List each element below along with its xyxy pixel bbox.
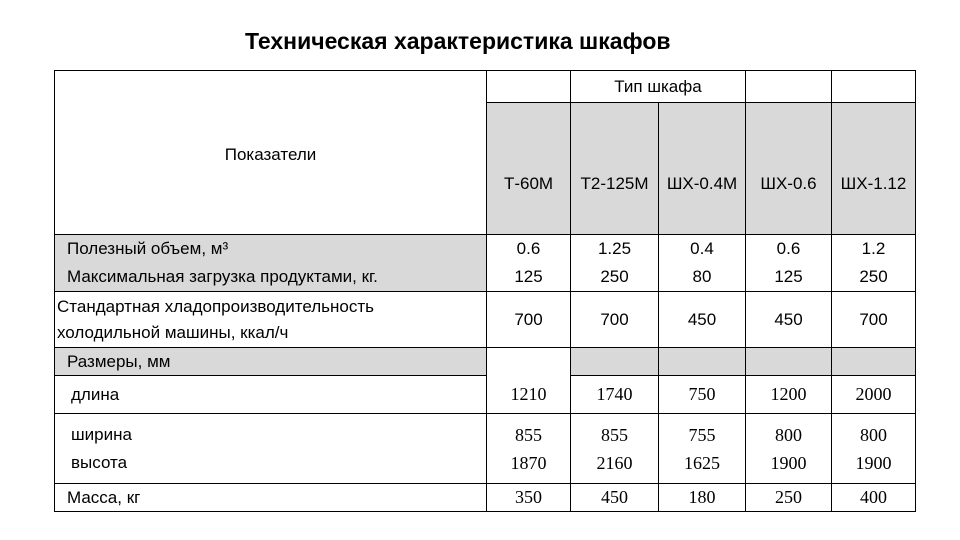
mass-value: 180	[659, 484, 746, 512]
model-shx-04m: ШХ-0.4М	[659, 103, 746, 235]
load-value: 125	[774, 267, 803, 286]
width-value: 855	[515, 424, 542, 445]
load-label: Максимальная загрузка продуктами, кг.	[67, 267, 378, 286]
length-value: 1200	[746, 376, 832, 414]
table-row	[55, 414, 916, 484]
table-row	[55, 292, 916, 348]
length-value: 1740	[571, 376, 659, 414]
indicators-header-label: Показатели	[224, 145, 317, 164]
height-value: 2160	[596, 452, 633, 473]
height-value: 1625	[684, 452, 720, 473]
load-value: 250	[600, 267, 629, 286]
length-value: 1210	[487, 376, 571, 414]
width-value: 855	[601, 424, 628, 445]
table-row	[55, 484, 916, 512]
model-t2-125m: Т2-125М	[571, 103, 659, 235]
load-value: 125	[514, 267, 543, 286]
height-value: 1870	[510, 452, 547, 473]
cooling-value: 700	[832, 292, 916, 348]
width-label: ширина	[71, 424, 132, 444]
model-shx-06: ШХ-0.6	[746, 103, 832, 235]
indicators-header	[55, 71, 487, 235]
volume-value: 1.2	[861, 239, 886, 258]
table-row	[55, 376, 916, 414]
length-label: длина	[71, 384, 120, 404]
cooling-label-line1: Стандартная хладопроизводительность	[57, 296, 374, 316]
mass-value: 450	[571, 484, 659, 512]
volume-label: Полезный объем, м³	[67, 239, 229, 258]
volume-value: 0.6	[776, 239, 801, 258]
height-label: высота	[71, 452, 128, 472]
table-row	[55, 235, 916, 292]
height-value: 1900	[770, 452, 807, 473]
table-row	[55, 348, 916, 376]
mass-value: 250	[746, 484, 832, 512]
width-value: 800	[775, 424, 802, 445]
cooling-value: 450	[659, 292, 746, 348]
cooling-value: 450	[746, 292, 832, 348]
volume-value: 0.6	[516, 239, 541, 258]
width-value: 755	[688, 424, 716, 445]
volume-value: 1.25	[597, 239, 632, 258]
volume-value: 0.4	[690, 239, 714, 258]
cooling-label-line2: холодильной машины, ккал/ч	[57, 322, 289, 342]
cooling-value: 700	[487, 292, 571, 348]
load-value: 80	[692, 267, 712, 286]
width-value: 800	[860, 424, 887, 445]
model-shx-112: ШХ-1.12	[832, 103, 916, 235]
mass-value: 350	[487, 484, 571, 512]
cabinet-type-header: Тип шкафа	[571, 71, 746, 103]
load-value: 250	[859, 267, 888, 286]
mass-label: Масса, кг	[67, 487, 141, 507]
cooling-value: 700	[571, 292, 659, 348]
specs-table	[54, 70, 916, 512]
sizes-label: Размеры, мм	[67, 351, 171, 371]
length-value: 750	[659, 376, 746, 414]
mass-value: 400	[832, 484, 916, 512]
height-value: 1900	[855, 452, 892, 473]
page-title: Техническая характеристика шкафов	[245, 28, 671, 54]
model-t60m: Т-60М	[487, 103, 571, 235]
length-value: 2000	[832, 376, 916, 414]
